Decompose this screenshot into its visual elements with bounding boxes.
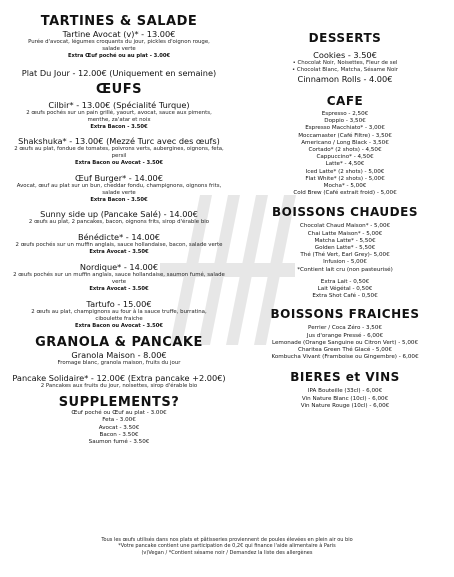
cafe-item: Cortado* (2 shots) - 4,50€ <box>308 147 382 154</box>
cafe-item: Doppio - 3,50€ <box>324 118 366 125</box>
nordique: Nordique* - 14.00€ <box>79 261 159 272</box>
tartufo: Tartufo - 15.00€ <box>86 298 152 309</box>
extra-item: Extra Lait - 0,50€ <box>320 278 370 285</box>
cookie-flavor: • Chocolat Blanc, Matcha, Sésame Noir <box>292 67 398 73</box>
oeuf-burger-desc: Avocat, œuf au plat sur un bun, cheddar fondu, champignons, oignons frits, salade verte <box>16 182 222 196</box>
shakshuka: Shakshuka* - 13.00€ (Mezzé Turc avec des œufs) <box>18 136 220 147</box>
granola-title: GRANOLA & PANCAKE <box>35 335 203 351</box>
cafe-item: Moccamaster (Café Filtre) - 3,50€ <box>298 132 392 139</box>
boisson-fraiche-item: Kombucha Vivant (Framboise ou Gingembre) - 6,00€ <box>271 354 419 361</box>
cafe-item: Latte* - 4,50€ <box>325 161 365 168</box>
boissons-chaudes-title: BOISSONS CHAUDES <box>272 205 418 220</box>
extra-item: Lait Végétal - 0,50€ <box>317 286 373 293</box>
biere-vin-item: Vin Nature Blanc (10cl) - 6,00€ <box>301 395 389 402</box>
tartine-avocat-extra: Extra Œuf poché ou au plat - 3.00€ <box>67 53 171 59</box>
menu-footer <box>0 537 454 556</box>
supplement-item: Saumon fumé - 3.50€ <box>88 438 150 445</box>
shakshuka-extra: Extra Bacon ou Avocat - 3.50€ <box>75 160 163 167</box>
supplement-item: Avocat - 3.50€ <box>98 424 140 431</box>
boisson-fraiche-item: Jus d'orange Pressé - 6,00€ <box>306 332 384 339</box>
boisson-chaude-item: Chai Latte Maison* - 5,00€ <box>307 230 383 237</box>
cafe-list <box>238 111 452 197</box>
tartines-title: TARTINES & SALADE <box>40 14 198 29</box>
benedicte: Bénédicte* - 14.00€ <box>77 232 160 243</box>
granola-maison: Granola Maison - 8.00€ <box>71 350 167 361</box>
left-column <box>2 0 236 446</box>
sunny-side-up: Sunny side up (Pancake Salé) - 14.00€ <box>40 209 198 220</box>
biere-vin-item: Vin Nature Rouge (10cl) - 6,00€ <box>300 402 390 409</box>
right-column <box>238 0 452 410</box>
oeufs-title: ŒUFS <box>96 81 142 97</box>
raw-milk-note: *Contient lait cru (non pasteurisé) <box>297 266 393 273</box>
cafe-item: Flat White* (2 shots) - 5,00€ <box>305 175 385 182</box>
supplement-item: Bacon - 3.50€ <box>99 431 139 438</box>
boisson-chaude-item: Thé (Thé Vert, Earl Grey)- 5,00€ <box>300 252 390 259</box>
cafe-item: Espresso - 2,50€ <box>321 111 369 117</box>
footer-allergen-note: (v)Vegan / *Contient sésame noir / Demandez la liste des allergènes <box>141 549 313 556</box>
oeuf-burger-extra: Extra Bacon - 3.50€ <box>90 196 148 203</box>
boisson-chaude-item: Golden Latte* - 5,50€ <box>314 245 376 252</box>
biere-vin-item: IPA Bouteille (33cl) - 6,00€ <box>307 388 383 395</box>
supplement-item: Feta - 3.00€ <box>102 417 136 424</box>
bieres-vins-list <box>238 388 452 410</box>
tartine-avocat-desc: Purée d'avocat, légumes croquants du jour, pickles d'oignon rouge, salade verte <box>28 39 210 52</box>
cookies: Cookies - 3.50€ <box>313 50 377 60</box>
plat-du-jour: Plat Du Jour - 12.00€ (Uniquement en semaine) <box>21 67 217 78</box>
oeuf-burger: Œuf Burger* - 14.00€ <box>75 172 163 183</box>
benedicte-desc: 2 œufs pochés sur un muffin anglais, sauce hollandaise, bacon, salade verte <box>15 242 223 249</box>
cilbir: Cilbir* - 13.00€ (Spécialité Turque) <box>48 99 190 110</box>
boisson-chaude-item: Matcha Latte* - 5,50€ <box>314 237 376 244</box>
boisson-fraiche-item: Perrier / Coca Zéro - 3,50€ <box>308 325 382 332</box>
cafe-item: Cappuccino* - 4,50€ <box>316 154 374 161</box>
cilbir-desc: 2 œufs pochés sur un pain grillé, yaourt, avocat, sauce aux piments, menthe, za'atar et noix <box>26 109 212 123</box>
boissons-fraiches-list <box>238 325 452 361</box>
supplements-title: SUPPLEMENTS? <box>58 395 180 411</box>
tartufo-desc: 2 œufs au plat, champignons au four à la sauce truffe, burratina, ciboulette fraiche <box>31 308 207 322</box>
cafe-item: Americano / Long Black - 3,50€ <box>301 139 389 146</box>
extra-item: Extra Shot Café - 0,50€ <box>312 293 378 300</box>
cafe-title: CAFE <box>326 94 364 108</box>
footer-pancake-note: *Votre pancake contient une participation de 0,2€ qui finance l'aide alimentaire à Paris <box>118 543 336 550</box>
cafe-item: Iced Latte* (2 shots) - 5,00€ <box>305 168 385 175</box>
nordique-desc: 2 œufs pochés sur un muffin anglais, sauce hollandaise, saumon fumé, salade verte <box>13 271 225 285</box>
cafe-item: Espresso Macchiato* - 3,00€ <box>305 125 385 132</box>
supplement-item: Œuf poché ou Œuf au plat - 3.00€ <box>71 410 167 417</box>
boisson-fraiche-item: Charitea Green Thé Glacé - 5,00€ <box>298 347 392 354</box>
desserts-title: DESSERTS <box>308 31 382 45</box>
cafe-item: Mocha* - 5,00€ <box>323 183 367 190</box>
benedicte-extra: Extra Avocat - 3.50€ <box>89 249 149 256</box>
pancake-desc: 2 Pancakes aux fruits du jour, noisettes, sirop d'érable bio <box>40 383 198 390</box>
boisson-chaude-item: Chocolat Chaud Maison* - 5,00€ <box>299 223 391 230</box>
shakshuka-desc: 2 œufs au plat, fondue de tomates, poivrons verts, aubergines, oignons, feta, persil <box>14 146 224 160</box>
bieres-vins-title: BIERES et VINS <box>290 370 400 385</box>
granola-desc: Fromage blanc, granola maison, fruits du jour <box>57 360 181 367</box>
sunny-side-up-desc: 2 œufs au plat, 2 pancakes, bacon, oignons frits, sirop d'érable bio <box>28 219 210 226</box>
cilbir-extra: Extra Bacon - 3.50€ <box>90 123 148 130</box>
boisson-fraiche-item: Lemonade (Orange Sanguine ou Citron Vert) - 5,00€ <box>271 339 419 346</box>
tartine-avocat: Tartine Avocat (v)* - 13.00€ <box>62 29 176 39</box>
cafe-item: Cold Brew (Café extrait froid) - 5,00€ <box>293 190 397 197</box>
cookie-flavor: • Chocolat Noir, Noisettes, Fleur de sel <box>292 60 398 66</box>
boisson-chaude-item: Infusion - 5,00€ <box>323 259 367 266</box>
tartufo-extra: Extra Bacon ou Avocat - 3.50€ <box>75 322 163 329</box>
nordique-extra: Extra Avocat - 3.50€ <box>89 285 149 292</box>
boissons-fraiches-title: BOISSONS FRAICHES <box>270 307 420 322</box>
footer-eggs-note: Tous les œufs utilisés dans nos plats et pâtisseries proviennent de poules élevées en plein air ou bio <box>101 537 353 543</box>
boissons-chaudes-list <box>238 223 452 300</box>
pancake-solidaire: Pancake Solidaire* - 12.00€ (Extra pancake +2.00€) <box>12 373 226 384</box>
cinnamon-rolls: Cinnamon Rolls - 4.00€ <box>297 74 393 84</box>
